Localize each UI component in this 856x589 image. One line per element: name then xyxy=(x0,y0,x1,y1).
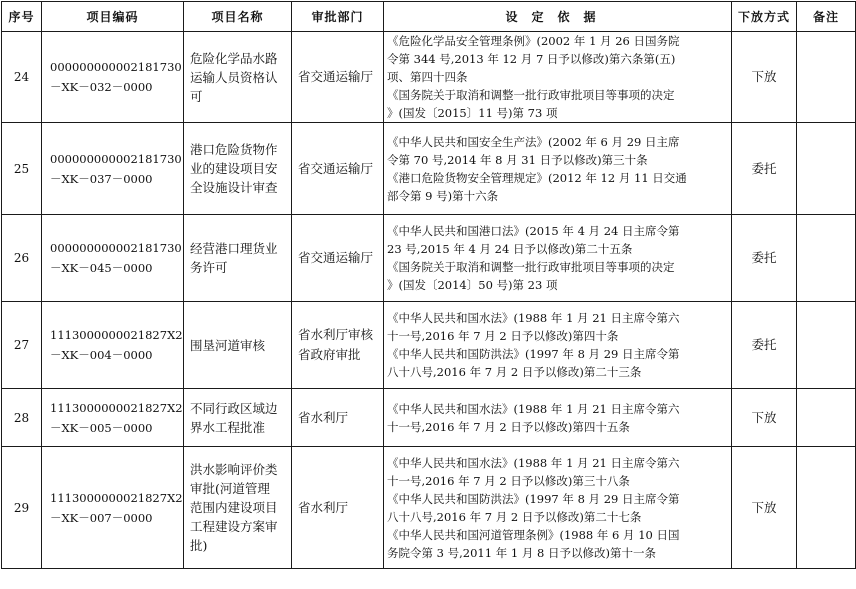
basis-line: 十一号,2016 年 7 月 2 日予以修改)第四十五条 xyxy=(387,419,630,434)
cell-note xyxy=(797,302,856,389)
basis-line: 《中华人民共和国防洪法》(1997 年 8 月 29 日主席令第 xyxy=(387,347,680,361)
basis-line: 十一号,2016 年 7 月 2 日予以修改)第四十条 xyxy=(387,329,619,343)
cell-name xyxy=(184,32,292,123)
cell-note xyxy=(797,389,856,447)
header-row xyxy=(2,2,856,32)
name-line: 不同行政区域边 xyxy=(190,400,278,416)
basis-line: 《国务院关于取消和调整一批行政审批项目等事项的决定 xyxy=(387,260,675,274)
cell-note xyxy=(797,123,856,215)
basis-line: 项、第四十四条 xyxy=(387,70,468,84)
basis-line: 《国务院关于取消和调整一批行政审批项目等事项的决定 xyxy=(387,88,675,102)
dept-line: 省交通运输厅 xyxy=(298,250,374,265)
cell-seq: 26 xyxy=(2,215,42,302)
table-row xyxy=(2,215,856,302)
basis-line: 《中华人民共和国河道管理条例》(1988 年 6 月 10 日国 xyxy=(387,527,680,542)
header-basis: 设定依据 xyxy=(384,2,732,32)
cell-code xyxy=(42,32,184,123)
basis-line: 》(国发〔2014〕50 号)第 23 项 xyxy=(387,278,558,292)
cell-seq: 29 xyxy=(2,447,42,569)
cell-method: 委托 xyxy=(732,123,797,215)
cell-seq: 27 xyxy=(2,302,42,389)
name-line: 洪水影响评价类 xyxy=(190,462,278,477)
header-dept: 审批部门 xyxy=(292,2,384,32)
code-line: 1113000000021827X2 xyxy=(50,490,183,505)
dept-line: 省水利厅审核 xyxy=(298,327,374,342)
cell-basis xyxy=(384,215,732,302)
basis-line: 《中华人民共和国防洪法》(1997 年 8 月 29 日主席令第 xyxy=(387,491,680,506)
header-code: 项目编码 xyxy=(42,2,184,32)
name-line: 界水工程批准 xyxy=(190,419,266,435)
items-table xyxy=(1,1,856,569)
name-line: 危险化学品水路 xyxy=(190,50,278,66)
code-line: 000000000002181730 xyxy=(50,241,182,255)
basis-line: 务院令第 3 号,2011 年 1 月 8 日予以修改)第十一条 xyxy=(387,545,656,560)
cell-method: 下放 xyxy=(732,447,797,569)
basis-line: 《中华人民共和国安全生产法》(2002 年 6 月 29 日主席 xyxy=(387,134,680,149)
basis-line: 《中华人民共和国水法》(1988 年 1 月 21 日主席令第六 xyxy=(387,455,680,470)
dept-line: 省水利厅 xyxy=(298,409,349,425)
code-line: 1113000000021827X2 xyxy=(50,328,183,342)
cell-dept xyxy=(292,302,384,389)
table-row xyxy=(2,123,856,215)
dept-line: 省交通运输厅 xyxy=(298,69,374,84)
cell-seq: 25 xyxy=(2,123,42,215)
cell-dept xyxy=(292,215,384,302)
cell-code xyxy=(42,302,184,389)
basis-line: 令第 70 号,2014 年 8 月 31 日予以修改)第三十条 xyxy=(387,152,648,167)
cell-method: 下放 xyxy=(732,389,797,447)
name-line: 批) xyxy=(190,538,208,553)
cell-note xyxy=(797,215,856,302)
code-line: －XK－037－0000 xyxy=(50,171,153,186)
basis-line: 八十八号,2016 年 7 月 2 日予以修改)第二十七条 xyxy=(387,509,642,524)
header-seq: 序号 xyxy=(2,2,42,32)
basis-line: 十一号,2016 年 7 月 2 日予以修改)第三十八条 xyxy=(387,473,630,488)
cell-method: 委托 xyxy=(732,215,797,302)
name-line: 工程建设方案审 xyxy=(190,519,278,534)
basis-line: 》(国发〔2015〕11 号)第 73 项 xyxy=(387,106,558,120)
cell-basis xyxy=(384,389,732,447)
cell-method: 下放 xyxy=(732,32,797,123)
table-row xyxy=(2,302,856,389)
dept-line: 省交通运输厅 xyxy=(298,160,374,176)
cell-name xyxy=(184,123,292,215)
name-line: 审批(河道管理 xyxy=(190,481,270,496)
name-line: 经营港口理货业 xyxy=(190,241,278,256)
cell-note xyxy=(797,32,856,123)
name-line: 运输人员资格认 xyxy=(190,69,278,85)
cell-dept xyxy=(292,447,384,569)
cell-code xyxy=(42,389,184,447)
code-line: －XK－004－0000 xyxy=(50,348,153,362)
basis-line: 令第 344 号,2013 年 12 月 7 日予以修改)第六条第(五) xyxy=(387,52,676,66)
name-line: 可 xyxy=(190,88,203,104)
code-line: 000000000002181730 xyxy=(50,60,182,74)
basis-line: 部令第 9 号)第十六条 xyxy=(387,188,499,203)
cell-name xyxy=(184,389,292,447)
table-row xyxy=(2,389,856,447)
name-line: 业的建设项目安 xyxy=(190,161,278,176)
header-note: 备注 xyxy=(797,2,856,32)
cell-code xyxy=(42,123,184,215)
cell-code xyxy=(42,215,184,302)
dept-line: 省水利厅 xyxy=(298,499,349,515)
cell-name xyxy=(184,302,292,389)
cell-name xyxy=(184,447,292,569)
cell-dept xyxy=(292,389,384,447)
dept-line: 省政府审批 xyxy=(298,347,361,362)
name-line: 全设施设计审查 xyxy=(190,180,278,195)
basis-line: 八十八号,2016 年 7 月 2 日予以修改)第二十三条 xyxy=(387,365,642,379)
code-line: －XK－005－0000 xyxy=(50,420,153,435)
cell-method: 委托 xyxy=(732,302,797,389)
name-line: 港口危险货物作 xyxy=(190,142,278,157)
cell-seq: 28 xyxy=(2,389,42,447)
cell-basis xyxy=(384,32,732,123)
basis-line: 《港口危险货物安全管理规定》(2012 年 12 月 11 日交通 xyxy=(387,170,687,185)
cell-seq: 24 xyxy=(2,32,42,123)
basis-line: 23 号,2015 年 4 月 24 日予以修改)第二十五条 xyxy=(387,242,633,256)
name-line: 围垦河道审核 xyxy=(190,337,266,353)
cell-basis xyxy=(384,447,732,569)
table-row xyxy=(2,447,856,569)
code-line: －XK－007－0000 xyxy=(50,510,153,525)
basis-line: 《中华人民共和国水法》(1988 年 1 月 21 日主席令第六 xyxy=(387,401,680,416)
cell-name xyxy=(184,215,292,302)
code-line: 1113000000021827X2 xyxy=(50,400,183,415)
code-line: 000000000002181730 xyxy=(50,151,182,166)
basis-line: 《危险化学品安全管理条例》(2002 年 1 月 26 日国务院 xyxy=(387,34,680,48)
table-row xyxy=(2,32,856,123)
cell-code xyxy=(42,447,184,569)
name-line: 范围内建设项目 xyxy=(190,500,278,515)
cell-dept xyxy=(292,32,384,123)
header-name: 项目名称 xyxy=(184,2,292,32)
cell-dept xyxy=(292,123,384,215)
cell-basis xyxy=(384,123,732,215)
cell-basis xyxy=(384,302,732,389)
basis-line: 《中华人民共和国水法》(1988 年 1 月 21 日主席令第六 xyxy=(387,311,680,325)
basis-line: 《中华人民共和国港口法》(2015 年 4 月 24 日主席令第 xyxy=(387,224,680,238)
code-line: －XK－045－0000 xyxy=(50,261,153,275)
cell-note xyxy=(797,447,856,569)
header-method: 下放方式 xyxy=(732,2,797,32)
name-line: 务许可 xyxy=(190,260,228,275)
code-line: －XK－032－0000 xyxy=(50,80,153,94)
